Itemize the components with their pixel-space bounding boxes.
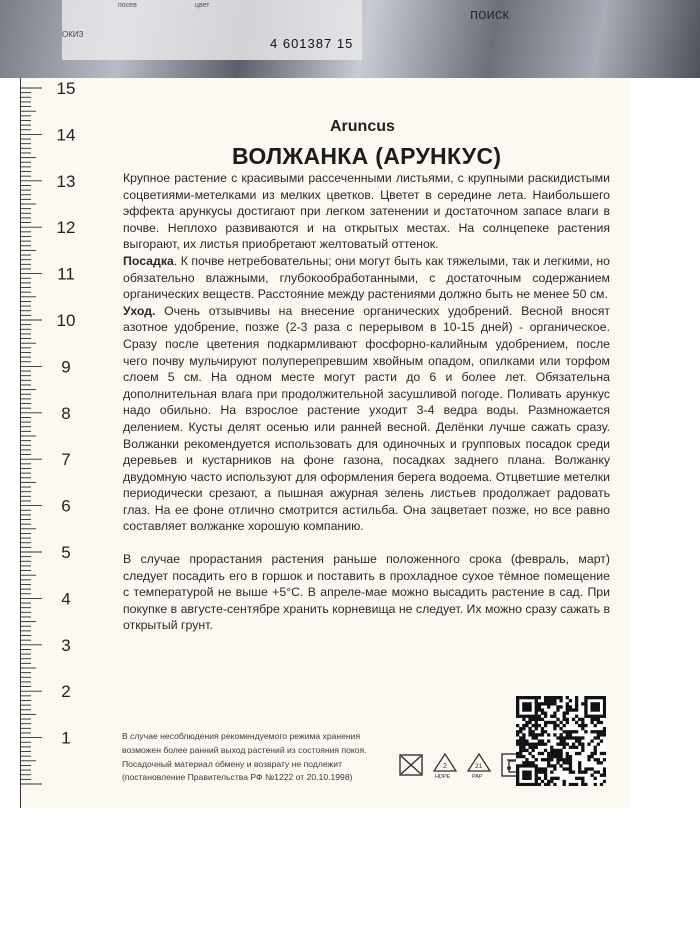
hdpe-label: HDPE — [435, 774, 451, 778]
recycle-hdpe-icon — [432, 752, 458, 778]
ruler-label: 3 — [61, 635, 71, 655]
ruler-label: 5 — [61, 543, 71, 562]
care-text: Очень отзывчивы на внесение органических удобрений. Весной вносят азотное удобрение, позже (2-3 раза с перерывом в 10-15 дней) - органическое. Сразу после цветения подкармливают фосфорно-калийным удобрением, после чего почву мульчируют полуперепревшим хвойным опадом, опилками или торфом слоем 5 см. На одном месте могут расти до 6 и более лет. Обязательна дополнительная влага при продолжительной засушливой погоде. Поливать арункус надо обильно. На взрослое растение уходит 3-4 ведра воды. Размножается делением. Кусты делят осенью или ранней весной. Делёнки лучше сажать сразу. Волжанки рекомендуется использовать для одиночных и групповых посадок среди деревьев и кустарников на фоне газона, посадках заднего плана. Волжанку двудомную часто используют для оформления берега водоема. Отцветшие метелки периодически срезают, а пышная ажурная зелень листьев продолжает радовать глаз. На ее фоне отлично смотрится астильба. Она зацветает позже, но все равно составляет волжанке хорошую компанию. — [123, 303, 610, 534]
barcode-number: 4 601387 15 — [270, 36, 354, 51]
barcode-label-area — [62, 0, 362, 60]
ruler-label: 6 — [61, 496, 71, 516]
footer-line: (постановление Правительства РФ №1222 от 20.10.1998) — [122, 772, 353, 783]
ruler-label: 8 — [61, 403, 71, 423]
ruler-label: 12 — [56, 218, 76, 238]
ruler-label: 10 — [56, 311, 76, 330]
storage-paragraph: В случае прорастания растения раньше положенного срока (февраль, март) следует посадить его в горшок и поставить в прохладное сухое тёмное помещение с температурой не выше +5°С. В апреле-мае можно высадить растение в сад. При покупке в августе-сентябре хранить корневища не следует. Их можно сразу сажать в открытый грунт. — [123, 552, 610, 633]
no-glass-fork-icon — [398, 752, 424, 778]
centimeter-ruler — [20, 78, 76, 808]
description-text — [123, 170, 610, 634]
planting-label: Посадка — [123, 253, 174, 268]
storage-warning — [122, 730, 422, 785]
ruler-label: 11 — [57, 264, 75, 284]
mini-label: цвет — [195, 2, 210, 9]
planting-text: . К почве нетребовательны; они могут быть как тяжелыми, так и легкими, но обязательно влажными, глубокообработанными, с достаточным содержанием органических веществ. Расстояние между растениями должно быть не менее 50 см. — [123, 253, 610, 302]
packaging-top-foil — [0, 0, 700, 78]
qr-code — [516, 696, 606, 786]
footer-line: Посадочный материал обмену и возврату не подлежит — [122, 758, 343, 769]
recycle-pap-icon — [466, 752, 492, 778]
ruler-label: 15 — [56, 79, 76, 98]
ruler-label: 7 — [61, 450, 71, 470]
ruler-label: 13 — [56, 171, 76, 191]
intro-paragraph: Крупное растение с красивыми рассеченными листьями, с крупными раскидистыми соцветиями-метелками из мелких цветков. Цветет в середине лета. Наибольшего эффекта арункусы достигают при легком затенении и достаточном запасе влаги в почве. Неплохо развиваются и на открытых местах. На солнцепеке растения выгорают, их листья приобретают желтоватый оттенок. — [123, 171, 610, 252]
brand-fragment: поиск — [470, 6, 509, 23]
recycling-icons — [398, 752, 526, 778]
care-label: Уход. — [123, 303, 156, 318]
svg-text:2: 2 — [443, 763, 447, 770]
svg-text:21: 21 — [475, 763, 483, 770]
product-title: ВОЛЖАНКА (АРУНКУС) — [232, 143, 502, 169]
care-paragraph — [123, 303, 610, 535]
planting-paragraph — [123, 253, 610, 303]
ruler-label: 1 — [61, 728, 71, 748]
ruler-label: 2 — [61, 682, 71, 702]
footer-line: возможен более ранний выход растений из состояния покоя. — [122, 744, 367, 755]
ruler-label: 14 — [56, 125, 76, 145]
ruler-label: 4 — [61, 589, 71, 609]
pap-label: PAP — [472, 774, 483, 778]
mini-label: ОКИЗ — [62, 30, 84, 39]
mini-label: посев — [118, 2, 137, 9]
ruler-label: 9 — [61, 357, 71, 377]
latin-name: Aruncus — [330, 118, 395, 135]
footer-line: В случае несоблюдения рекомендуемого режима хранения — [122, 731, 361, 741]
